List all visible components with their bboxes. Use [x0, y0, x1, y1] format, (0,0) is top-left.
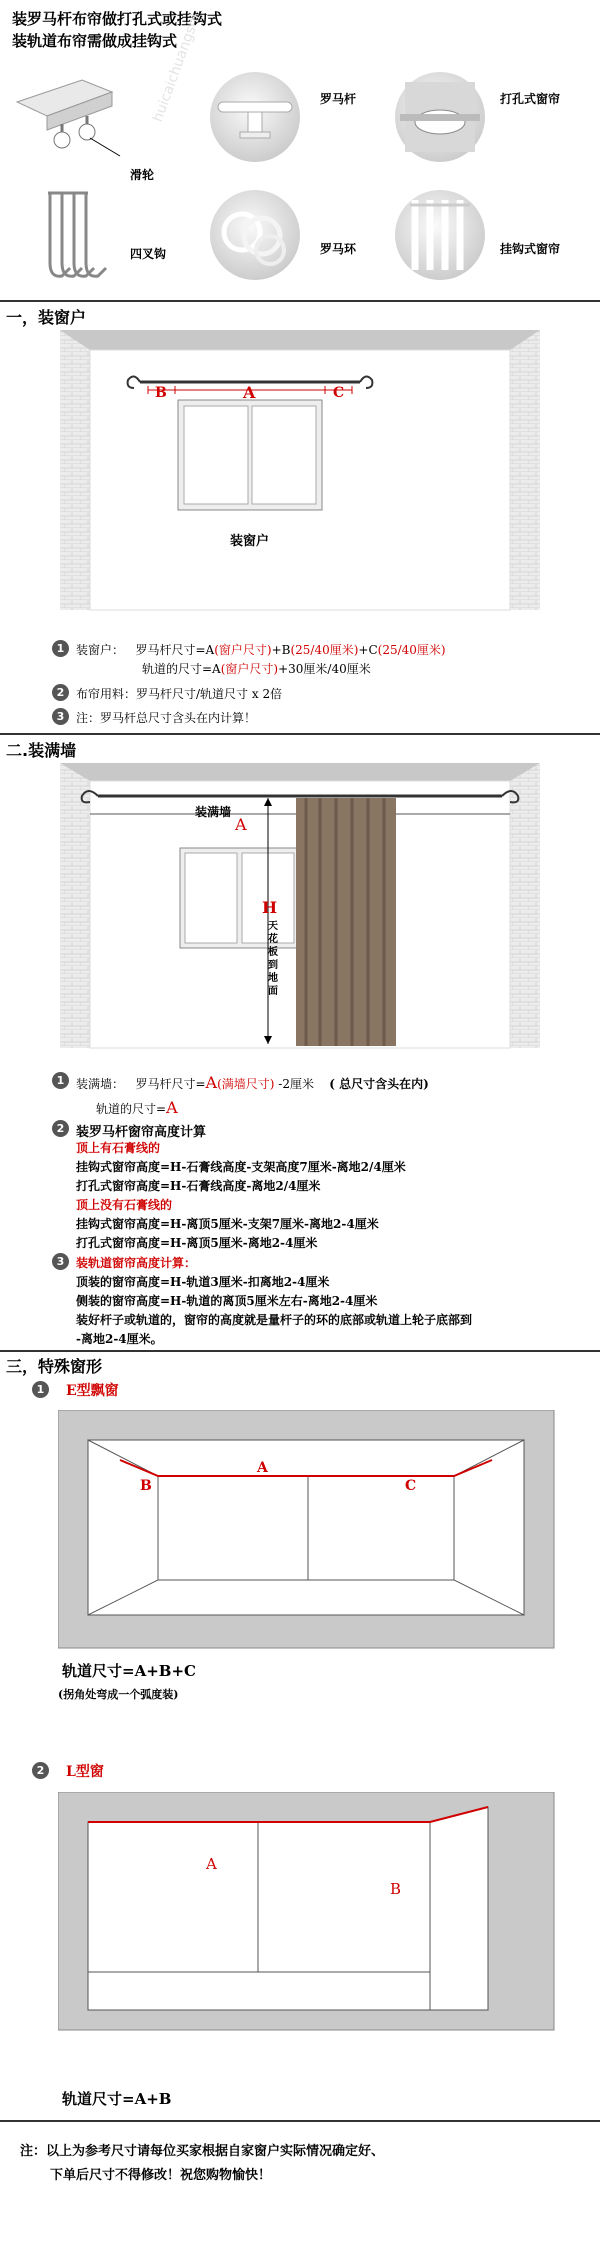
s1-label-a: A — [243, 383, 256, 402]
s2-num-3: 3 — [52, 1253, 69, 1270]
s1-i1j: +30厘米/40厘米 — [278, 662, 371, 676]
s2-i1e: -2厘米 — [278, 1077, 314, 1091]
s1-i1g: (25/40厘米) — [377, 643, 446, 657]
s1-i1b: 罗马杆尺寸=A — [135, 643, 215, 657]
s2-i2e: 挂钩式窗帘高度=H-离顶5厘米-支架7厘米-离地2-4厘米 — [76, 1217, 379, 1231]
eyelet-curtain-image — [395, 72, 485, 162]
s2-i2b: 挂钩式窗帘高度=H-石膏线高度-支架高度7厘米-离地2/4厘米 — [76, 1160, 406, 1174]
pulley-image — [12, 72, 122, 162]
hook-curtain-label: 挂钩式窗帘 — [500, 242, 561, 256]
fork-hook-label: 四叉钩 — [130, 247, 167, 261]
divider-4 — [0, 2120, 600, 2122]
s1-i1a: 装窗户： — [76, 643, 125, 657]
s1-i2: 布帘用料：罗马杆尺寸/轨道尺寸 x 2倍 — [76, 687, 283, 701]
s2-i1f: ( 总尺寸含头在内) — [329, 1077, 429, 1091]
full-wall-figure — [0, 758, 600, 1058]
fork-hook-image — [40, 188, 130, 288]
s1-i1d: +B — [271, 643, 291, 657]
hook-curtain-image — [395, 190, 485, 280]
s3-formula-1: 轨道尺寸=A+B+C — [62, 1662, 196, 1680]
s2-i1d: (满墙尺寸) — [217, 1077, 275, 1091]
s3-1-label-b: B — [140, 1478, 152, 1494]
s2-i3-title: 装轨道窗帘高度计算： — [76, 1256, 197, 1270]
s2-label-a: A — [235, 815, 247, 834]
s2-i1g: 轨道的尺寸= — [96, 1102, 167, 1116]
window-figure — [0, 320, 600, 620]
s1-label-c: C — [333, 385, 345, 401]
s1-i1e: (25/40厘米) — [290, 643, 359, 657]
s2-i3d: -离地2-4厘米。 — [76, 1332, 163, 1346]
s2-num-1: 1 — [52, 1072, 69, 1089]
s3-formula-2: 轨道尺寸=A+B — [62, 2090, 172, 2108]
section-3-title: 三，特殊窗形 — [6, 1357, 103, 1376]
s2-label-h: H — [262, 898, 278, 917]
s2-i1b: 罗马杆尺寸= — [135, 1077, 206, 1091]
bay-window-figure — [58, 1410, 558, 1650]
s2-i1a: 装满墙： — [76, 1077, 125, 1091]
s1-i1f: +C — [358, 643, 378, 657]
s2-i2d: 顶上没有石膏线的 — [76, 1198, 173, 1212]
s2-i1c: A — [205, 1073, 218, 1092]
roman-ring-label: 罗马环 — [320, 242, 357, 256]
s3-num-1: 1 — [32, 1381, 49, 1398]
s2-i1h: A — [166, 1098, 178, 1117]
s2-i2c: 打孔式窗帘高度=H-石膏线高度-离地2/4厘米 — [76, 1179, 321, 1193]
s1-num-1: 1 — [52, 640, 69, 657]
roman-rod-image — [210, 72, 300, 162]
s2-i2-title: 装罗马杆窗帘高度计算 — [76, 1125, 207, 1140]
s3-note-1: (拐角处弯成一个弧度装) — [58, 1688, 179, 1701]
footer-line-1: 注：以上为参考尺寸请每位买家根据自家窗户实际情况确定好、 — [20, 2144, 385, 2159]
footer-line-2: 下单后尺寸不得修改！祝您购物愉快！ — [50, 2168, 272, 2183]
s1-i1c: (窗户尺寸) — [214, 643, 272, 657]
section-2-title: 二.装满墙 — [6, 741, 77, 760]
section-1-title: 一，装窗户 — [6, 308, 87, 327]
s1-i3: 注：罗马杆总尺寸含头在内计算！ — [76, 711, 257, 725]
s2-num-2: 2 — [52, 1120, 69, 1137]
s2-i3b: 侧装的窗帘高度=H-轨道的离顶5厘米左右-离地2-4厘米 — [76, 1294, 378, 1308]
divider-1 — [0, 300, 600, 302]
roman-rod-label: 罗马杆 — [320, 92, 357, 106]
s1-i1h: 轨道的尺寸=A — [142, 662, 221, 676]
s1-i1i: (窗户尺寸) — [220, 662, 279, 676]
s3-2-label-b: B — [390, 1880, 402, 1898]
s3-num-2: 2 — [32, 1762, 49, 1779]
s3-title-2: L型窗 — [66, 1764, 104, 1780]
s3-1-label-a: A — [257, 1460, 268, 1476]
s2-i2a: 顶上有石膏线的 — [76, 1141, 161, 1155]
s2-vertical-label: 天花板到地面 — [268, 921, 278, 997]
s3-title-1: E型飘窗 — [66, 1383, 119, 1399]
s3-1-label-c: C — [405, 1478, 417, 1494]
header-line-1: 装罗马杆布帘做打孔式或挂钩式 — [12, 10, 223, 28]
s2-figure-label: 装满墙 — [195, 805, 232, 819]
header-line-2: 装轨道布帘需做成挂钩式 — [12, 32, 178, 50]
s2-i3c: 装好杆子或轨道的，窗帘的高度就是量杆子的环的底部或轨道上轮子底部到 — [76, 1313, 473, 1327]
s1-num-2: 2 — [52, 684, 69, 701]
s2-i3a: 顶装的窗帘高度=H-轨道3厘米-扣离地2-4厘米 — [76, 1275, 330, 1289]
watermark: huicaichuangshi — [149, 11, 204, 125]
s1-label-b: B — [155, 385, 167, 401]
pulley-label: 滑轮 — [130, 168, 155, 182]
s3-2-label-a: A — [206, 1855, 217, 1873]
roman-ring-image — [210, 190, 300, 280]
s1-num-3: 3 — [52, 708, 69, 725]
divider-2 — [0, 733, 600, 735]
l-window-figure — [58, 1792, 558, 2032]
divider-3 — [0, 1350, 600, 1352]
eyelet-curtain-label: 打孔式窗帘 — [500, 92, 561, 106]
s2-i2f: 打孔式窗帘高度=H-离顶5厘米-离地2-4厘米 — [76, 1236, 318, 1250]
s1-figure-label: 装窗户 — [230, 534, 270, 549]
